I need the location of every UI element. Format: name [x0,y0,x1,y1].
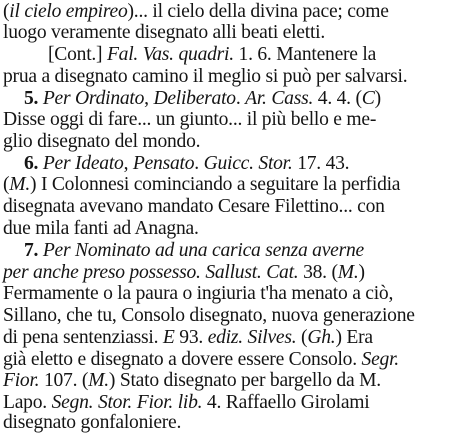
text-run: ( [3,1,10,22]
text-line [3,412,181,434]
text-line [3,66,407,88]
text-run: Disse oggi di fare... un giunto... il più bello e me- [3,109,377,130]
text-run: Fermamente o la paura o ingiuria t'ha menato a ciò, [3,283,394,304]
italic-run: Fior. [3,370,40,391]
italic-run: Gh. [307,327,336,348]
text-run: 107. ( [39,370,89,391]
italic-run: Per Ordinato [42,88,145,109]
entry-number: 6. [24,153,43,174]
text-run: . [235,88,246,109]
text-run: disegnata avevano mandato Cesare Filettino... con [3,196,385,217]
text-line [3,218,199,240]
entry-6 [24,153,349,175]
text-line [3,196,385,218]
italic-run: Sallust. Cat. [205,262,299,283]
text-line [3,109,376,131]
text-run: , [144,88,154,109]
text-run: prua a disegnato camino il meglio si può per salvarsi. [3,66,408,87]
text-line [3,327,373,349]
text-run: ) [358,262,365,283]
italic-run: Segn. Stor. Fior. lib. [51,392,203,413]
text-run: di pena sentenziassi. [3,327,163,348]
text-line [3,1,389,23]
text-line [3,262,365,284]
text-run: ( [3,174,10,195]
text-run: )... il cielo della divina pace; come [127,1,389,22]
entry-number: 7. [24,240,43,261]
italic-run: Pensato [132,153,195,174]
text-line [3,392,369,414]
text-run: Lapo. [3,392,52,413]
text-run: ) I Colonnesi cominciando a seguitare la perfidia [30,174,401,195]
text-run: ) [374,88,381,109]
text-run: glio disegnato del mondo. [3,131,201,152]
text-run: 17. 43. [292,153,350,174]
text-line [3,305,415,327]
text-run: Sillano, che tu, Consolo disegnato, nuova generazione [3,305,415,326]
italic-run: ediz. Silves. [207,327,297,348]
text-line [3,349,399,371]
italic-run: Per Ideato [42,153,124,174]
italic-run: Deliberato [153,88,236,109]
text-run: ( [296,327,308,348]
text-run: disegnato gonfaloniere. [3,412,182,433]
text-run: 4. 4. ( [313,88,362,109]
text-run: due mila fanti ad Anagna. [3,218,199,239]
italic-run: Per Nominato ad una carica senza averne [42,240,364,261]
text-run: ) Era [335,327,373,348]
italic-run: E [162,327,175,348]
italic-run: il cielo empireo [9,1,128,22]
text-run: 1. 6. Mantenere la [233,44,377,65]
text-run: , [123,153,133,174]
italic-run: C [361,88,375,109]
entry-number: 5. [24,88,43,109]
italic-run: M. [88,370,109,391]
text-run: 38. ( [298,262,338,283]
italic-run: Guicc. Stor. [203,153,293,174]
text-line [3,131,200,153]
text-run: ) Stato disegnato per bargello da M. [108,370,381,391]
italic-run: Ar. Cass. [245,88,314,109]
text-line [3,283,393,305]
text-run: 4. Raffaello Girolami [202,392,370,413]
italic-run: M. [9,174,31,195]
italic-run: Fal. Vas. quadri. [106,44,234,65]
text-line [48,44,376,66]
entry-5 [24,88,381,110]
text-line [3,174,400,196]
text-line [3,22,325,44]
italic-run: per anche preso possesso. [3,262,201,283]
italic-run: M. [337,262,359,283]
text-run: 93. [174,327,208,348]
text-run: luogo veramente disegnato alli beati eletti. [3,22,325,43]
text-run: già eletto e disegnato a dovere essere Consolo. [3,349,362,370]
text-line [3,370,381,392]
text-run: . [194,153,204,174]
italic-run: Segr. [361,349,399,370]
entry-7 [24,240,364,262]
text-run: [Cont.] [48,44,107,65]
